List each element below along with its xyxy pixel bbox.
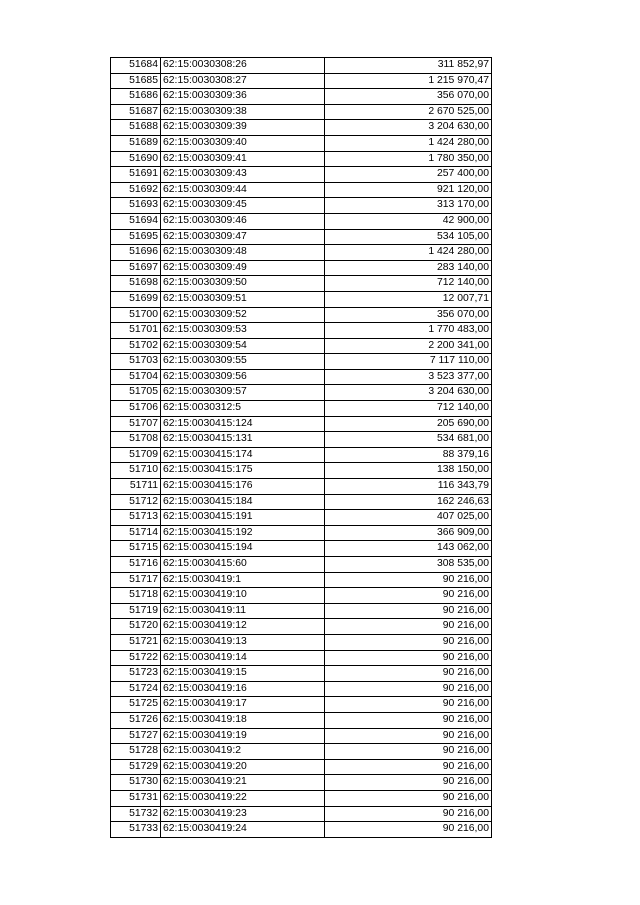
row-number-cell: 51716: [111, 557, 161, 573]
cadastral-number-cell: 62:15:0030309:53: [161, 323, 325, 339]
table-row: [111, 479, 492, 495]
cadastral-number-cell: 62:15:0030419:1: [161, 572, 325, 588]
row-number-cell: 51719: [111, 603, 161, 619]
table-row: [111, 182, 492, 198]
row-number-cell: 51705: [111, 385, 161, 401]
row-number-cell: 51697: [111, 260, 161, 276]
cadastral-number-cell: 62:15:0030419:21: [161, 775, 325, 791]
row-number-cell: 51685: [111, 73, 161, 89]
row-number-cell: 51724: [111, 681, 161, 697]
cadastral-value-cell: 90 216,00: [325, 790, 492, 806]
table-row: [111, 401, 492, 417]
row-number-cell: 51686: [111, 89, 161, 105]
table-row: [111, 120, 492, 136]
table-row: [111, 494, 492, 510]
cadastral-value-cell: 3 204 630,00: [325, 120, 492, 136]
cadastral-number-cell: 62:15:0030419:10: [161, 588, 325, 604]
row-number-cell: 51692: [111, 182, 161, 198]
cadastral-value-cell: 12 007,71: [325, 291, 492, 307]
cadastral-number-cell: 62:15:0030419:20: [161, 759, 325, 775]
cadastral-value-cell: 205 690,00: [325, 416, 492, 432]
cadastral-value-cell: 90 216,00: [325, 681, 492, 697]
cadastral-value-cell: 143 062,00: [325, 541, 492, 557]
cadastral-number-cell: 62:15:0030309:47: [161, 229, 325, 245]
cadastral-value-cell: 90 216,00: [325, 728, 492, 744]
row-number-cell: 51714: [111, 525, 161, 541]
cadastral-value-table: [110, 57, 492, 838]
row-number-cell: 51718: [111, 588, 161, 604]
cadastral-value-cell: 534 105,00: [325, 229, 492, 245]
table-row: [111, 712, 492, 728]
row-number-cell: 51694: [111, 213, 161, 229]
cadastral-value-cell: 356 070,00: [325, 89, 492, 105]
row-number-cell: 51728: [111, 744, 161, 760]
cadastral-value-cell: 2 670 525,00: [325, 104, 492, 120]
table-row: [111, 167, 492, 183]
cadastral-value-cell: 90 216,00: [325, 603, 492, 619]
cadastral-value-cell: 88 379,16: [325, 447, 492, 463]
cadastral-number-cell: 62:15:0030309:43: [161, 167, 325, 183]
cadastral-value-cell: 1 770 483,00: [325, 323, 492, 339]
table-row: [111, 806, 492, 822]
cadastral-number-cell: 62:15:0030309:54: [161, 338, 325, 354]
cadastral-number-cell: 62:15:0030419:12: [161, 619, 325, 635]
row-number-cell: 51713: [111, 510, 161, 526]
cadastral-number-cell: 62:15:0030309:55: [161, 354, 325, 370]
table-row: [111, 245, 492, 261]
cadastral-value-cell: 90 216,00: [325, 822, 492, 838]
table-row: [111, 338, 492, 354]
row-number-cell: 51700: [111, 307, 161, 323]
cadastral-number-cell: 62:15:0030309:45: [161, 198, 325, 214]
row-number-cell: 51703: [111, 354, 161, 370]
table-row: [111, 229, 492, 245]
row-number-cell: 51732: [111, 806, 161, 822]
cadastral-number-cell: 62:15:0030309:50: [161, 276, 325, 292]
table-row: [111, 557, 492, 573]
table-row: [111, 728, 492, 744]
cadastral-value-cell: 138 150,00: [325, 463, 492, 479]
cadastral-number-cell: 62:15:0030419:22: [161, 790, 325, 806]
cadastral-value-cell: 712 140,00: [325, 276, 492, 292]
row-number-cell: 51701: [111, 323, 161, 339]
cadastral-number-cell: 62:15:0030415:184: [161, 494, 325, 510]
table-row: [111, 369, 492, 385]
row-number-cell: 51690: [111, 151, 161, 167]
row-number-cell: 51729: [111, 759, 161, 775]
cadastral-value-cell: 90 216,00: [325, 759, 492, 775]
row-number-cell: 51717: [111, 572, 161, 588]
cadastral-number-cell: 62:15:0030419:23: [161, 806, 325, 822]
cadastral-value-cell: 1 780 350,00: [325, 151, 492, 167]
table-row: [111, 354, 492, 370]
table-row: [111, 291, 492, 307]
table-row: [111, 588, 492, 604]
cadastral-number-cell: 62:15:0030312:5: [161, 401, 325, 417]
table-row: [111, 572, 492, 588]
cadastral-value-cell: 90 216,00: [325, 806, 492, 822]
cadastral-value-cell: 1 424 280,00: [325, 245, 492, 261]
cadastral-value-cell: 283 140,00: [325, 260, 492, 276]
table-row: [111, 58, 492, 74]
table-row: [111, 213, 492, 229]
row-number-cell: 51687: [111, 104, 161, 120]
table-row: [111, 775, 492, 791]
cadastral-value-cell: 313 170,00: [325, 198, 492, 214]
cadastral-value-cell: 921 120,00: [325, 182, 492, 198]
table-row: [111, 416, 492, 432]
cadastral-value-cell: 311 852,97: [325, 58, 492, 74]
cadastral-number-cell: 62:15:0030309:49: [161, 260, 325, 276]
table-row: [111, 541, 492, 557]
table-row: [111, 260, 492, 276]
cadastral-number-cell: 62:15:0030419:13: [161, 634, 325, 650]
row-number-cell: 51684: [111, 58, 161, 74]
row-number-cell: 51733: [111, 822, 161, 838]
cadastral-number-cell: 62:15:0030309:57: [161, 385, 325, 401]
row-number-cell: 51704: [111, 369, 161, 385]
cadastral-number-cell: 62:15:0030309:44: [161, 182, 325, 198]
row-number-cell: 51689: [111, 135, 161, 151]
table-row: [111, 463, 492, 479]
row-number-cell: 51725: [111, 697, 161, 713]
row-number-cell: 51688: [111, 120, 161, 136]
cadastral-number-cell: 62:15:0030415:192: [161, 525, 325, 541]
row-number-cell: 51702: [111, 338, 161, 354]
table-body: [111, 58, 492, 838]
cadastral-value-cell: 2 200 341,00: [325, 338, 492, 354]
cadastral-value-cell: 257 400,00: [325, 167, 492, 183]
table-row: [111, 447, 492, 463]
table-row: [111, 681, 492, 697]
cadastral-number-cell: 62:15:0030415:131: [161, 432, 325, 448]
cadastral-value-cell: 1 424 280,00: [325, 135, 492, 151]
table-row: [111, 603, 492, 619]
row-number-cell: 51721: [111, 634, 161, 650]
cadastral-value-cell: 3 523 377,00: [325, 369, 492, 385]
row-number-cell: 51715: [111, 541, 161, 557]
table-row: [111, 432, 492, 448]
row-number-cell: 51698: [111, 276, 161, 292]
cadastral-number-cell: 62:15:0030309:46: [161, 213, 325, 229]
row-number-cell: 51730: [111, 775, 161, 791]
cadastral-number-cell: 62:15:0030308:26: [161, 58, 325, 74]
row-number-cell: 51699: [111, 291, 161, 307]
table-row: [111, 744, 492, 760]
cadastral-value-cell: 534 681,00: [325, 432, 492, 448]
table-row: [111, 135, 492, 151]
cadastral-number-cell: 62:15:0030419:17: [161, 697, 325, 713]
table-row: [111, 619, 492, 635]
cadastral-number-cell: 62:15:0030419:16: [161, 681, 325, 697]
cadastral-number-cell: 62:15:0030308:27: [161, 73, 325, 89]
cadastral-number-cell: 62:15:0030419:24: [161, 822, 325, 838]
table-row: [111, 385, 492, 401]
table-row: [111, 790, 492, 806]
table-row: [111, 89, 492, 105]
table-row: [111, 510, 492, 526]
cadastral-number-cell: 62:15:0030415:194: [161, 541, 325, 557]
cadastral-value-cell: 162 246,63: [325, 494, 492, 510]
cadastral-number-cell: 62:15:0030419:15: [161, 666, 325, 682]
table-row: [111, 697, 492, 713]
table-row: [111, 759, 492, 775]
row-number-cell: 51712: [111, 494, 161, 510]
table-row: [111, 104, 492, 120]
cadastral-value-cell: 42 900,00: [325, 213, 492, 229]
table-row: [111, 650, 492, 666]
cadastral-value-cell: 90 216,00: [325, 588, 492, 604]
table-row: [111, 323, 492, 339]
cadastral-value-cell: 90 216,00: [325, 634, 492, 650]
cadastral-number-cell: 62:15:0030419:11: [161, 603, 325, 619]
row-number-cell: 51720: [111, 619, 161, 635]
cadastral-value-cell: 90 216,00: [325, 712, 492, 728]
row-number-cell: 51707: [111, 416, 161, 432]
cadastral-value-cell: 7 117 110,00: [325, 354, 492, 370]
row-number-cell: 51722: [111, 650, 161, 666]
cadastral-value-cell: 712 140,00: [325, 401, 492, 417]
table-row: [111, 73, 492, 89]
row-number-cell: 51691: [111, 167, 161, 183]
cadastral-value-cell: 407 025,00: [325, 510, 492, 526]
table-row: [111, 198, 492, 214]
table-row: [111, 307, 492, 323]
cadastral-number-cell: 62:15:0030419:2: [161, 744, 325, 760]
row-number-cell: 51710: [111, 463, 161, 479]
cadastral-number-cell: 62:15:0030415:176: [161, 479, 325, 495]
cadastral-number-cell: 62:15:0030419:18: [161, 712, 325, 728]
cadastral-number-cell: 62:15:0030309:51: [161, 291, 325, 307]
table-row: [111, 525, 492, 541]
cadastral-number-cell: 62:15:0030309:48: [161, 245, 325, 261]
cadastral-number-cell: 62:15:0030415:191: [161, 510, 325, 526]
cadastral-number-cell: 62:15:0030309:40: [161, 135, 325, 151]
row-number-cell: 51726: [111, 712, 161, 728]
cadastral-number-cell: 62:15:0030415:174: [161, 447, 325, 463]
cadastral-value-cell: 90 216,00: [325, 744, 492, 760]
table-row: [111, 151, 492, 167]
cadastral-number-cell: 62:15:0030309:52: [161, 307, 325, 323]
table-row: [111, 634, 492, 650]
cadastral-value-cell: 90 216,00: [325, 775, 492, 791]
row-number-cell: 51696: [111, 245, 161, 261]
table-row: [111, 276, 492, 292]
cadastral-number-cell: 62:15:0030309:36: [161, 89, 325, 105]
cadastral-value-cell: 308 535,00: [325, 557, 492, 573]
cadastral-number-cell: 62:15:0030419:14: [161, 650, 325, 666]
cadastral-value-cell: 90 216,00: [325, 666, 492, 682]
row-number-cell: 51708: [111, 432, 161, 448]
row-number-cell: 51709: [111, 447, 161, 463]
cadastral-number-cell: 62:15:0030415:124: [161, 416, 325, 432]
cadastral-value-cell: 366 909,00: [325, 525, 492, 541]
cadastral-number-cell: 62:15:0030415:175: [161, 463, 325, 479]
table-row: [111, 666, 492, 682]
row-number-cell: 51731: [111, 790, 161, 806]
cadastral-number-cell: 62:15:0030309:39: [161, 120, 325, 136]
cadastral-number-cell: 62:15:0030415:60: [161, 557, 325, 573]
cadastral-value-cell: 90 216,00: [325, 619, 492, 635]
cadastral-value-cell: 90 216,00: [325, 697, 492, 713]
cadastral-value-cell: 3 204 630,00: [325, 385, 492, 401]
cadastral-value-cell: 90 216,00: [325, 572, 492, 588]
table-row: [111, 822, 492, 838]
cadastral-value-cell: 90 216,00: [325, 650, 492, 666]
row-number-cell: 51711: [111, 479, 161, 495]
row-number-cell: 51695: [111, 229, 161, 245]
cadastral-value-cell: 356 070,00: [325, 307, 492, 323]
row-number-cell: 51723: [111, 666, 161, 682]
row-number-cell: 51693: [111, 198, 161, 214]
cadastral-number-cell: 62:15:0030309:56: [161, 369, 325, 385]
cadastral-value-cell: 1 215 970,47: [325, 73, 492, 89]
cadastral-number-cell: 62:15:0030419:19: [161, 728, 325, 744]
cadastral-number-cell: 62:15:0030309:38: [161, 104, 325, 120]
row-number-cell: 51706: [111, 401, 161, 417]
row-number-cell: 51727: [111, 728, 161, 744]
cadastral-value-cell: 116 343,79: [325, 479, 492, 495]
cadastral-number-cell: 62:15:0030309:41: [161, 151, 325, 167]
